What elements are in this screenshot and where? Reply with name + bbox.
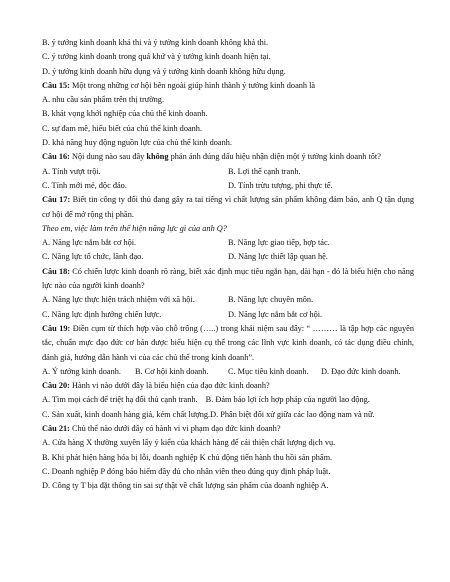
question-number: Câu 17:	[42, 195, 71, 205]
question-number: Câu 18:	[42, 266, 71, 276]
options-row	[42, 179, 414, 193]
option-a: A. Năng lực thực hiện trách nhiệm với xã hội.	[42, 295, 195, 305]
question-text: Chủ thể nào dưới đây có hành vi vi phạm đạo đức kinh doanh?	[69, 424, 281, 434]
question-18	[42, 265, 414, 294]
question-text: Biết tin công ty đối thủ đang gây ra tai tiếng vì chất lượng sản phẩm không đảm bảo, anh Q tận dụng cơ hội để mở rộng thị phần.	[42, 195, 415, 219]
option-d: D. khả năng huy động nguồn lực của chủ thể kinh doanh.	[42, 138, 232, 148]
option-b: B. Lợi thế cạnh tranh.	[228, 166, 301, 176]
options-row	[42, 365, 414, 379]
option-b: B. Khi phát hiện hàng hóa bị lỗi, doanh nghiệp K chủ động tiến hành thu hồi sản phẩm.	[42, 452, 333, 462]
option-d: D. Công ty T bịa đặt thông tin sai sự thật về chất lượng sản phẩm của doanh nghiệp A.	[42, 481, 329, 491]
question-20	[42, 379, 414, 393]
question-text: Một trong những cơ hội bên ngoài giúp hình thành ý tưởng kinh doanh là	[69, 80, 316, 90]
option-a: A. Ý tưởng kinh doanh.	[42, 366, 121, 376]
question-17	[42, 193, 414, 222]
option-line: D. ý tưởng kinh doanh hữu dụng và ý tưởng kinh doanh không hữu dụng.	[42, 66, 286, 76]
option-c: C. Mục tiêu kinh doanh.	[228, 366, 309, 376]
option-c: C. Năng lực tổ chức, lãnh đạo.	[42, 252, 144, 262]
option-a: A. Cửa hàng X thường xuyên lấy ý kiến của khách hàng để cải thiện chất lượng dịch vụ.	[42, 438, 336, 448]
option-c: C. sự đam mê, hiểu biết của chủ thể kinh doanh.	[42, 123, 203, 133]
option-d: D. Năng lực nắm bắt cơ hội.	[228, 309, 323, 319]
option-b: B. Cơ hội kinh doanh.	[135, 366, 209, 376]
option-c: C. Tính mới mẻ, độc đáo.	[42, 180, 127, 190]
question-text: Hành vi nào dưới đây là biểu hiện của đạo đức kinh doanh?	[69, 381, 270, 391]
option-line: B. ý tưởng kinh doanh khả thi và ý tưởng kinh doanh không khả thi.	[42, 38, 269, 47]
option-b: B. khát vọng khởi nghiệp của chủ thể kinh doanh.	[42, 109, 208, 119]
option-c: C. Doanh nghiệp P đóng bảo hiểm đầy đủ cho nhân viên theo đúng quy định pháp luật.	[42, 466, 331, 476]
question-text: Có chiến lược kinh doanh rõ ràng, biết xác định mục tiêu ngắn hạn, dài hạn - đó là biểu hiện cho năng lực nào của người kinh doanh?	[42, 266, 415, 291]
option-d: D. Phân biệt đối xử giữa các lao động nam và nữ.	[210, 409, 375, 419]
question-text: Nội dung nào sau đây	[69, 152, 147, 162]
option-d: D. Đạo đức kinh doanh.	[321, 366, 401, 376]
options-row	[42, 236, 414, 250]
option-a: A. Tính vượt trội.	[42, 166, 101, 176]
question-text: phản ánh đúng dấu hiệu nhận diện một ý tưởng kinh doanh tốt?	[168, 152, 381, 162]
question-number: Câu 19:	[42, 323, 71, 333]
question-number: Câu 16:	[42, 152, 70, 162]
question-16	[42, 150, 414, 164]
option-b: B. Đảm bảo lợi ích hợp pháp của người lao động.	[205, 395, 370, 405]
option-d: D. Năng lực thiết lập quan hệ.	[228, 252, 328, 262]
question-number: Câu 15:	[42, 80, 70, 90]
question-19	[42, 322, 414, 365]
option-c: C. Sản xuất, kinh doanh hàng giả, kém chất lượng.	[42, 409, 211, 419]
option-a: A. nhu cầu sản phẩm trên thị trường.	[42, 95, 165, 105]
options-row	[42, 165, 414, 179]
question-prompt: Theo em, việc làm trên thể hiện năng lực gì của anh Q?	[42, 223, 227, 233]
option-b: B. Năng lực chuyên môn.	[228, 295, 314, 305]
question-number: Câu 21:	[42, 424, 70, 434]
options-row	[42, 393, 414, 407]
option-b: B. Năng lực giao tiếp, hợp tác.	[228, 238, 330, 248]
question-emphasis: không	[146, 152, 169, 162]
options-row	[42, 250, 414, 264]
option-d: D. Tính trừu tượng, phi thực tế.	[228, 180, 333, 190]
question-15	[42, 79, 414, 93]
options-row	[42, 408, 414, 422]
option-line: C. ý tưởng kinh doanh trong quá khứ và ý tưởng kinh doanh hiện tại.	[42, 52, 271, 62]
question-21	[42, 422, 414, 436]
option-c: C. Năng lực định hướng chiến lược.	[42, 309, 162, 319]
options-row	[42, 308, 414, 322]
options-row	[42, 293, 414, 307]
question-text: Điền cụm từ thích hợp vào chỗ trống (…..) trong khái niệm sau đây: “ ……… là tập hợp các nguyên tắc, chuẩn mực đạo đức cơ bản được biểu hiện cụ thể trong các lĩnh vực kinh doanh, có tác dụng điều chỉnh, đánh giá, hướng dẫn hành vi của các chủ thể trong kinh doanh”.	[42, 323, 415, 362]
question-number: Câu 20:	[42, 381, 70, 391]
option-a: A. Tìm mọi cách để triệt hạ đối thủ cạnh tranh.	[42, 395, 198, 405]
option-a: A. Năng lực nắm bắt cơ hội.	[42, 238, 137, 248]
